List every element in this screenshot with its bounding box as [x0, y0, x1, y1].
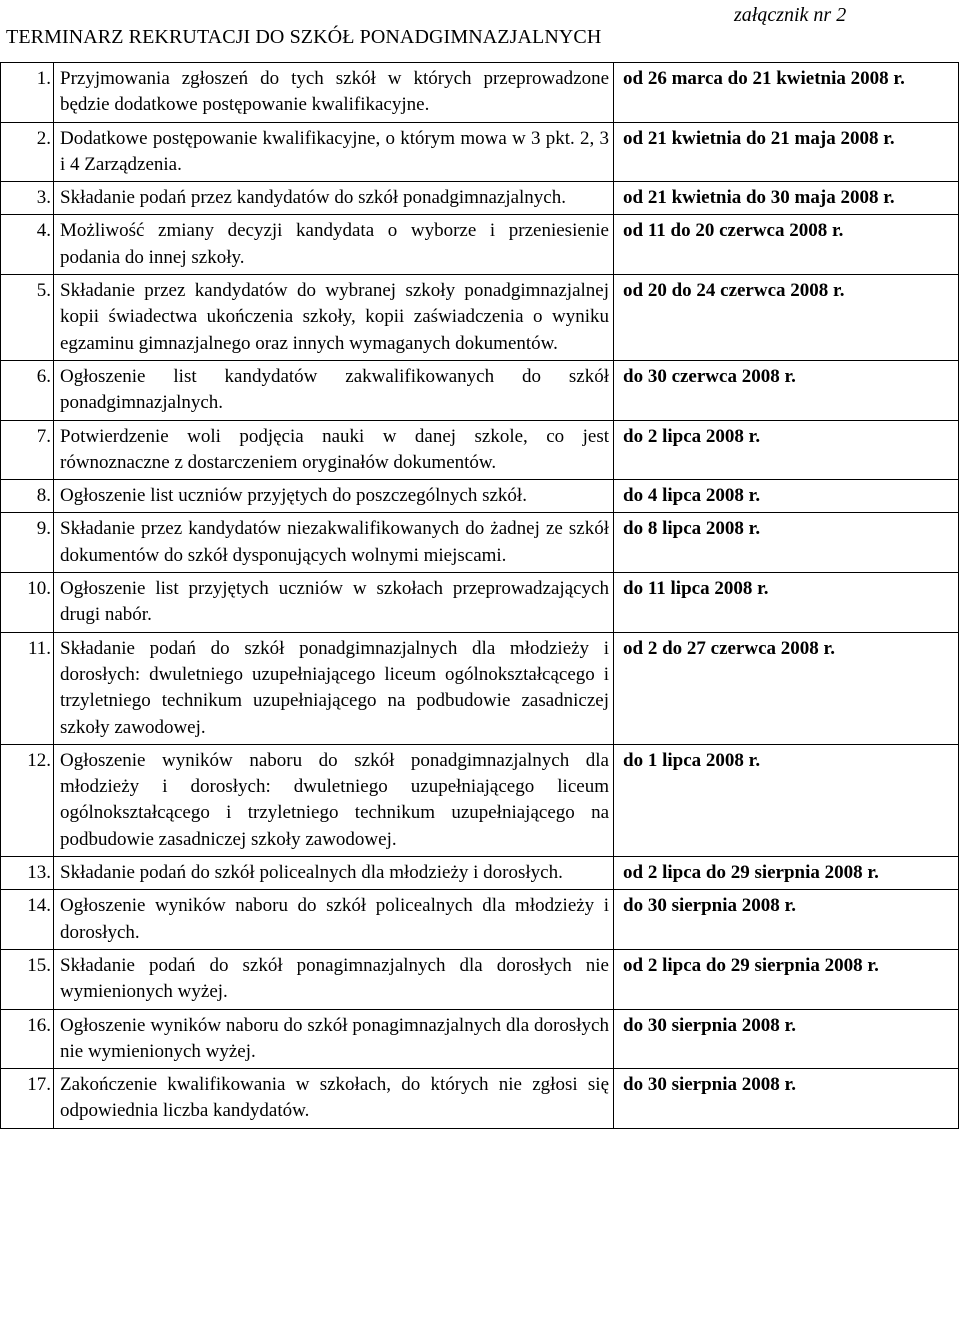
- row-number: 6.: [1, 360, 54, 420]
- row-description: Ogłoszenie list uczniów przyjętych do poszczególnych szkół.: [54, 480, 614, 513]
- table-row: [1, 215, 959, 275]
- row-description: Składanie podań przez kandydatów do szkół ponadgimnazjalnych.: [54, 182, 614, 215]
- row-date: od 2 lipca do 29 sierpnia 2008 r.: [614, 857, 959, 890]
- table-row: [1, 420, 959, 480]
- row-description: Składanie przez kandydatów do wybranej szkoły ponadgimnazjalnej kopii świadectwa ukończenia szkoły, kopii zaświadczenia o wyniku egzaminu gimnazjalnego oraz innych wymaganych dokumentów.: [54, 275, 614, 361]
- row-number: 17.: [1, 1069, 54, 1129]
- row-description: Potwierdzenie woli podjęcia nauki w danej szkole, co jest równoznaczne z dostarczeniem oryginałów dokumentów.: [54, 420, 614, 480]
- row-number: 9.: [1, 513, 54, 573]
- table-row: [1, 890, 959, 950]
- row-date: do 1 lipca 2008 r.: [614, 744, 959, 856]
- row-description: Zakończenie kwalifikowania w szkołach, do których nie zgłosi się odpowiednia liczba kandydatów.: [54, 1069, 614, 1129]
- table-row: [1, 182, 959, 215]
- row-number: 15.: [1, 949, 54, 1009]
- row-date: do 8 lipca 2008 r.: [614, 513, 959, 573]
- row-number: 10.: [1, 573, 54, 633]
- schedule-body: [1, 63, 959, 1129]
- table-row: [1, 632, 959, 744]
- table-row: [1, 122, 959, 182]
- row-description: Ogłoszenie wyników naboru do szkół ponagimnazjalnych dla dorosłych nie wymienionych wyżej.: [54, 1009, 614, 1069]
- row-number: 12.: [1, 744, 54, 856]
- row-number: 7.: [1, 420, 54, 480]
- row-number: 1.: [1, 63, 54, 123]
- table-row: [1, 360, 959, 420]
- document-title: TERMINARZ REKRUTACJI DO SZKÓŁ PONADGIMNAZJALNYCH: [6, 26, 602, 48]
- table-row: [1, 1009, 959, 1069]
- table-row: [1, 513, 959, 573]
- table-row: [1, 949, 959, 1009]
- row-date: do 30 sierpnia 2008 r.: [614, 890, 959, 950]
- row-description: Składanie podań do szkół policealnych dla młodzieży i dorosłych.: [54, 857, 614, 890]
- row-date: od 21 kwietnia do 21 maja 2008 r.: [614, 122, 959, 182]
- row-number: 13.: [1, 857, 54, 890]
- row-description: Ogłoszenie list kandydatów zakwalifikowanych do szkół ponadgimnazjalnych.: [54, 360, 614, 420]
- row-number: 8.: [1, 480, 54, 513]
- row-number: 4.: [1, 215, 54, 275]
- row-date: do 11 lipca 2008 r.: [614, 573, 959, 633]
- row-date: do 30 sierpnia 2008 r.: [614, 1009, 959, 1069]
- row-date: do 30 czerwca 2008 r.: [614, 360, 959, 420]
- row-description: Składanie przez kandydatów niezakwalifikowanych do żadnej ze szkół dokumentów do szkół dysponujących wolnymi miejscami.: [54, 513, 614, 573]
- row-date: od 2 do 27 czerwca 2008 r.: [614, 632, 959, 744]
- row-date: do 4 lipca 2008 r.: [614, 480, 959, 513]
- row-description: Ogłoszenie wyników naboru do szkół policealnych dla młodzieży i dorosłych.: [54, 890, 614, 950]
- row-number: 2.: [1, 122, 54, 182]
- row-number: 14.: [1, 890, 54, 950]
- row-date: do 2 lipca 2008 r.: [614, 420, 959, 480]
- table-row: [1, 573, 959, 633]
- row-number: 16.: [1, 1009, 54, 1069]
- row-number: 3.: [1, 182, 54, 215]
- table-row: [1, 857, 959, 890]
- table-row: [1, 744, 959, 856]
- table-row: [1, 63, 959, 123]
- row-description: Ogłoszenie list przyjętych uczniów w szkołach przeprowadzających drugi nabór.: [54, 573, 614, 633]
- row-date: od 20 do 24 czerwca 2008 r.: [614, 275, 959, 361]
- row-description: Możliwość zmiany decyzji kandydata o wyborze i przeniesienie podania do innej szkoły.: [54, 215, 614, 275]
- table-row: [1, 275, 959, 361]
- table-row: [1, 1069, 959, 1129]
- schedule-table: [0, 62, 959, 1129]
- row-date: od 21 kwietnia do 30 maja 2008 r.: [614, 182, 959, 215]
- annex-label: załącznik nr 2: [734, 4, 847, 26]
- row-date: do 30 sierpnia 2008 r.: [614, 1069, 959, 1129]
- row-description: Przyjmowania zgłoszeń do tych szkół w których przeprowadzone będzie dodatkowe postępowanie kwalifikacyjne.: [54, 63, 614, 123]
- table-row: [1, 480, 959, 513]
- row-number: 5.: [1, 275, 54, 361]
- row-date: od 26 marca do 21 kwietnia 2008 r.: [614, 63, 959, 123]
- row-description: Składanie podań do szkół ponagimnazjalnych dla dorosłych nie wymienionych wyżej.: [54, 949, 614, 1009]
- row-description: Dodatkowe postępowanie kwalifikacyjne, o którym mowa w 3 pkt. 2, 3 i 4 Zarządzenia.: [54, 122, 614, 182]
- row-date: od 2 lipca do 29 sierpnia 2008 r.: [614, 949, 959, 1009]
- row-number: 11.: [1, 632, 54, 744]
- row-description: Składanie podań do szkół ponadgimnazjalnych dla młodzieży i dorosłych: dwuletniego uzupełniającego liceum ogólnokształcącego i trzyletniego technikum uzupełniającego na podbudowie zasadniczej szkoły zawodowej.: [54, 632, 614, 744]
- row-description: Ogłoszenie wyników naboru do szkół ponadgimnazjalnych dla młodzieży i dorosłych: dwuletniego uzupełniającego liceum ogólnokształcącego i trzyletniego technikum uzupełniającego na podbudowie zasadniczej szkoły zawodowej.: [54, 744, 614, 856]
- row-date: od 11 do 20 czerwca 2008 r.: [614, 215, 959, 275]
